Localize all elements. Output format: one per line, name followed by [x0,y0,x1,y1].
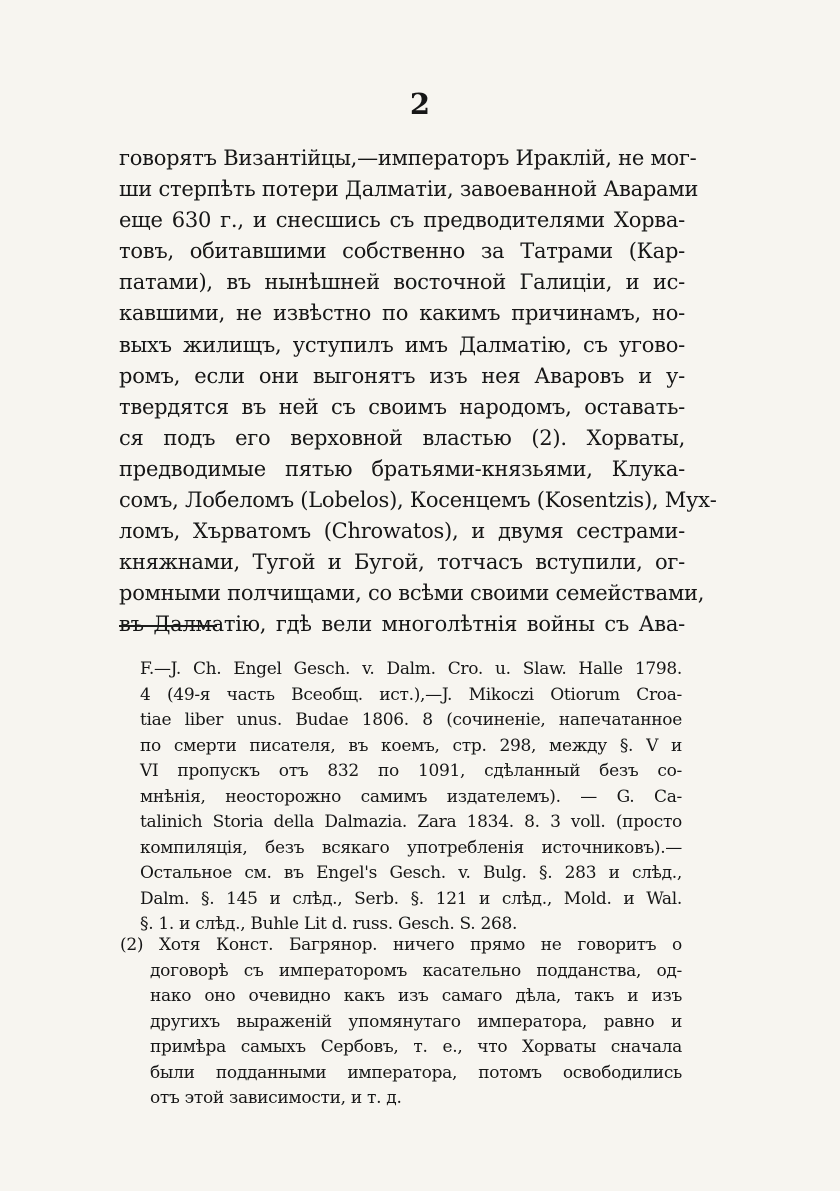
footnote-line: договорѣ съ императоромъ касательно подданства, од- [150,960,682,981]
footnote-separator [119,625,217,627]
footnote-line: tiae liber unus. Budae 1806. 8 (сочиненiе, напечатанное [140,710,682,730]
body-line: ромными полчищами, со всѣми своими семействами, [119,581,705,606]
footnote-line: (2) Хотя Конст. Багрянор. ничего прямо не говоритъ о [120,935,682,955]
body-line: въ Далматiю, гдѣ вели многолѣтнiя войны съ Ава- [119,612,685,637]
footnote-line: VI пропускъ отъ 832 по 1091, сдѣланный безъ со- [140,761,682,781]
footnote-line: Остальное см. въ Engel's Gesch. v. Bulg. §. 283 и слѣд., [140,863,682,883]
footnote-line: компиляцiя, безъ всякаго употребленiя источниковъ).— [140,837,682,858]
footnote-line: §. 1. и слѣд., Buhle Lit d. russ. Gesch. S. 268. [140,914,518,934]
body-line: предводимые пятью братьями-князьями, Клука- [119,456,685,481]
body-line: говорятъ Византiйцы,—императоръ Ираклiй, не мог- [119,146,697,170]
footnote-line: F.—J. Ch. Engel Gesch. v. Dalm. Cro. u. Slaw. Halle 1798. [140,659,682,679]
body-line: кавшими, не извѣстно по какимъ причинамъ, но- [119,301,685,326]
body-text [119,143,717,641]
body-line: княжнами, Тугой и Бугой, тотчасъ вступили, ог- [119,550,685,575]
body-line: твердятся въ ней съ своимъ народомъ, оставать- [119,394,685,419]
footnote-line: мнѣнiя, неосторожно самимъ издателемъ). — G. Ca- [140,786,682,807]
body-line: ромъ, если они выгонятъ изъ нея Аваровъ и у- [119,363,685,388]
footnote-line: нако оно очевидно какъ изъ самаго дѣла, такъ и изъ [150,986,682,1006]
footnote-line: примѣра самыхъ Сербовъ, т. е., что Хорваты сначала [150,1037,682,1057]
body-line: еще 630 г., и снесшись съ предводителями Хорва- [119,208,685,233]
body-line: ломъ, Хърватомъ (Chrowatos), и двумя сестрами- [119,519,685,544]
footnote-line: 4 (49-я часть Всеобщ. ист.),—J. Mikoczi Otiorum Croa- [140,684,682,705]
footnote-2 [120,933,682,1112]
body-line: ся подъ его верховной властью (2). Хорваты, [119,425,685,450]
page-number: 2 [409,87,431,121]
footnote-line: отъ этой зависимости, и т. д. [150,1088,402,1108]
footnote-bibliography [140,657,682,938]
footnote-line: Dalm. §. 145 и слѣд., Serb. §. 121 и слѣд., Mold. и Wal. [140,888,682,909]
body-line: сомъ, Лобеломъ (Lobelos), Косенцемъ (Kosentzis), Мух- [119,488,717,513]
footnote-line: по смерти писателя, въ коемъ, стр. 298, между §. V и [140,735,682,756]
footnote-line: другихъ выраженiй упомянутаго императора, равно и [150,1011,682,1032]
body-line: товъ, обитавшими собственно за Татрами (Кар- [119,239,685,264]
footnote-line: talinich Storia della Dalmazia. Zara 1834. 8. 3 voll. (просто [140,812,682,832]
body-line: выхъ жилищъ, уступилъ имъ Далматiю, съ уговo- [119,332,685,357]
body-line: патами), въ нынѣшней восточной Галицiи, и ис- [119,270,685,295]
footnote-line: были подданными императора, потомъ освободились [150,1062,682,1083]
body-line: ши стерпѣть потери Далматiи, завоеванной Аварами [119,177,699,202]
